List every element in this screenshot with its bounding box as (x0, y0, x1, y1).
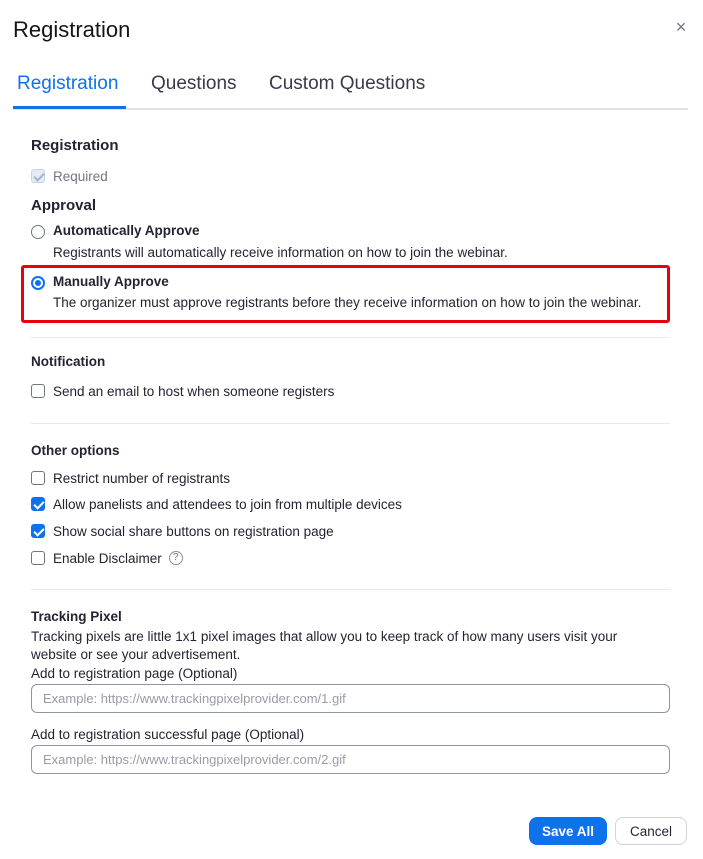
required-checkbox-row (31, 167, 108, 185)
multiple-devices-checkbox[interactable] (31, 497, 45, 511)
multiple-devices-row[interactable] (31, 495, 402, 513)
manual-approve-title[interactable]: Manually Approve (53, 274, 169, 289)
section-divider (31, 589, 670, 590)
email-host-row[interactable] (31, 382, 334, 400)
other-options-heading: Other options (31, 443, 120, 458)
enable-disclaimer-label[interactable]: Enable Disclaimer (53, 550, 162, 566)
notification-heading: Notification (31, 354, 106, 369)
tracking-pixel-heading: Tracking Pixel (31, 609, 122, 624)
required-checkbox (31, 169, 45, 183)
restrict-registrants-label[interactable]: Restrict number of registrants (53, 470, 231, 486)
enable-disclaimer-checkbox[interactable] (31, 551, 45, 565)
social-share-checkbox[interactable] (31, 524, 45, 538)
dialog-title: Registration (13, 17, 131, 42)
required-label: Required (53, 168, 108, 184)
registration-page-label: Add to registration page (Optional) (31, 666, 238, 681)
active-tab-indicator (13, 106, 126, 109)
registration-heading: Registration (31, 137, 119, 154)
registration-page-pixel-input[interactable] (31, 684, 670, 713)
enable-disclaimer-row[interactable] (31, 549, 183, 567)
restrict-registrants-checkbox[interactable] (31, 471, 45, 485)
email-host-checkbox[interactable] (31, 384, 45, 398)
auto-approve-description: Registrants will automatically receive information on how to join the webinar. (53, 245, 508, 260)
approval-heading: Approval (31, 197, 97, 214)
auto-approve-title[interactable]: Automatically Approve (53, 223, 200, 238)
section-divider (31, 423, 670, 424)
manual-approve-description: The organizer must approve registrants before they receive information on how to join the webinar. (53, 295, 642, 310)
auto-approve-radio[interactable] (31, 225, 45, 239)
section-divider (31, 337, 670, 338)
success-page-label: Add to registration successful page (Optional) (31, 727, 305, 742)
tab-bar (13, 64, 688, 110)
tab-registration[interactable]: Registration (17, 73, 119, 94)
save-all-button[interactable]: Save All (529, 817, 607, 845)
social-share-label[interactable]: Show social share buttons on registration page (53, 523, 334, 539)
close-icon[interactable]: × (675, 17, 687, 37)
restrict-registrants-row[interactable] (31, 469, 230, 487)
success-page-pixel-input[interactable] (31, 745, 670, 774)
help-icon[interactable]: ? (169, 551, 183, 565)
manual-approve-radio[interactable] (31, 276, 45, 290)
tracking-pixel-description: Tracking pixels are little 1x1 pixel images that allow you to keep track of how many users visit your website or see your advertisement. (31, 629, 618, 662)
email-host-label[interactable]: Send an email to host when someone registers (53, 383, 335, 399)
cancel-button[interactable]: Cancel (615, 817, 687, 845)
tab-questions[interactable]: Questions (151, 73, 237, 94)
tab-custom-questions[interactable]: Custom Questions (269, 73, 426, 94)
social-share-row[interactable] (31, 522, 334, 540)
multiple-devices-label[interactable]: Allow panelists and attendees to join from multiple devices (53, 496, 402, 512)
